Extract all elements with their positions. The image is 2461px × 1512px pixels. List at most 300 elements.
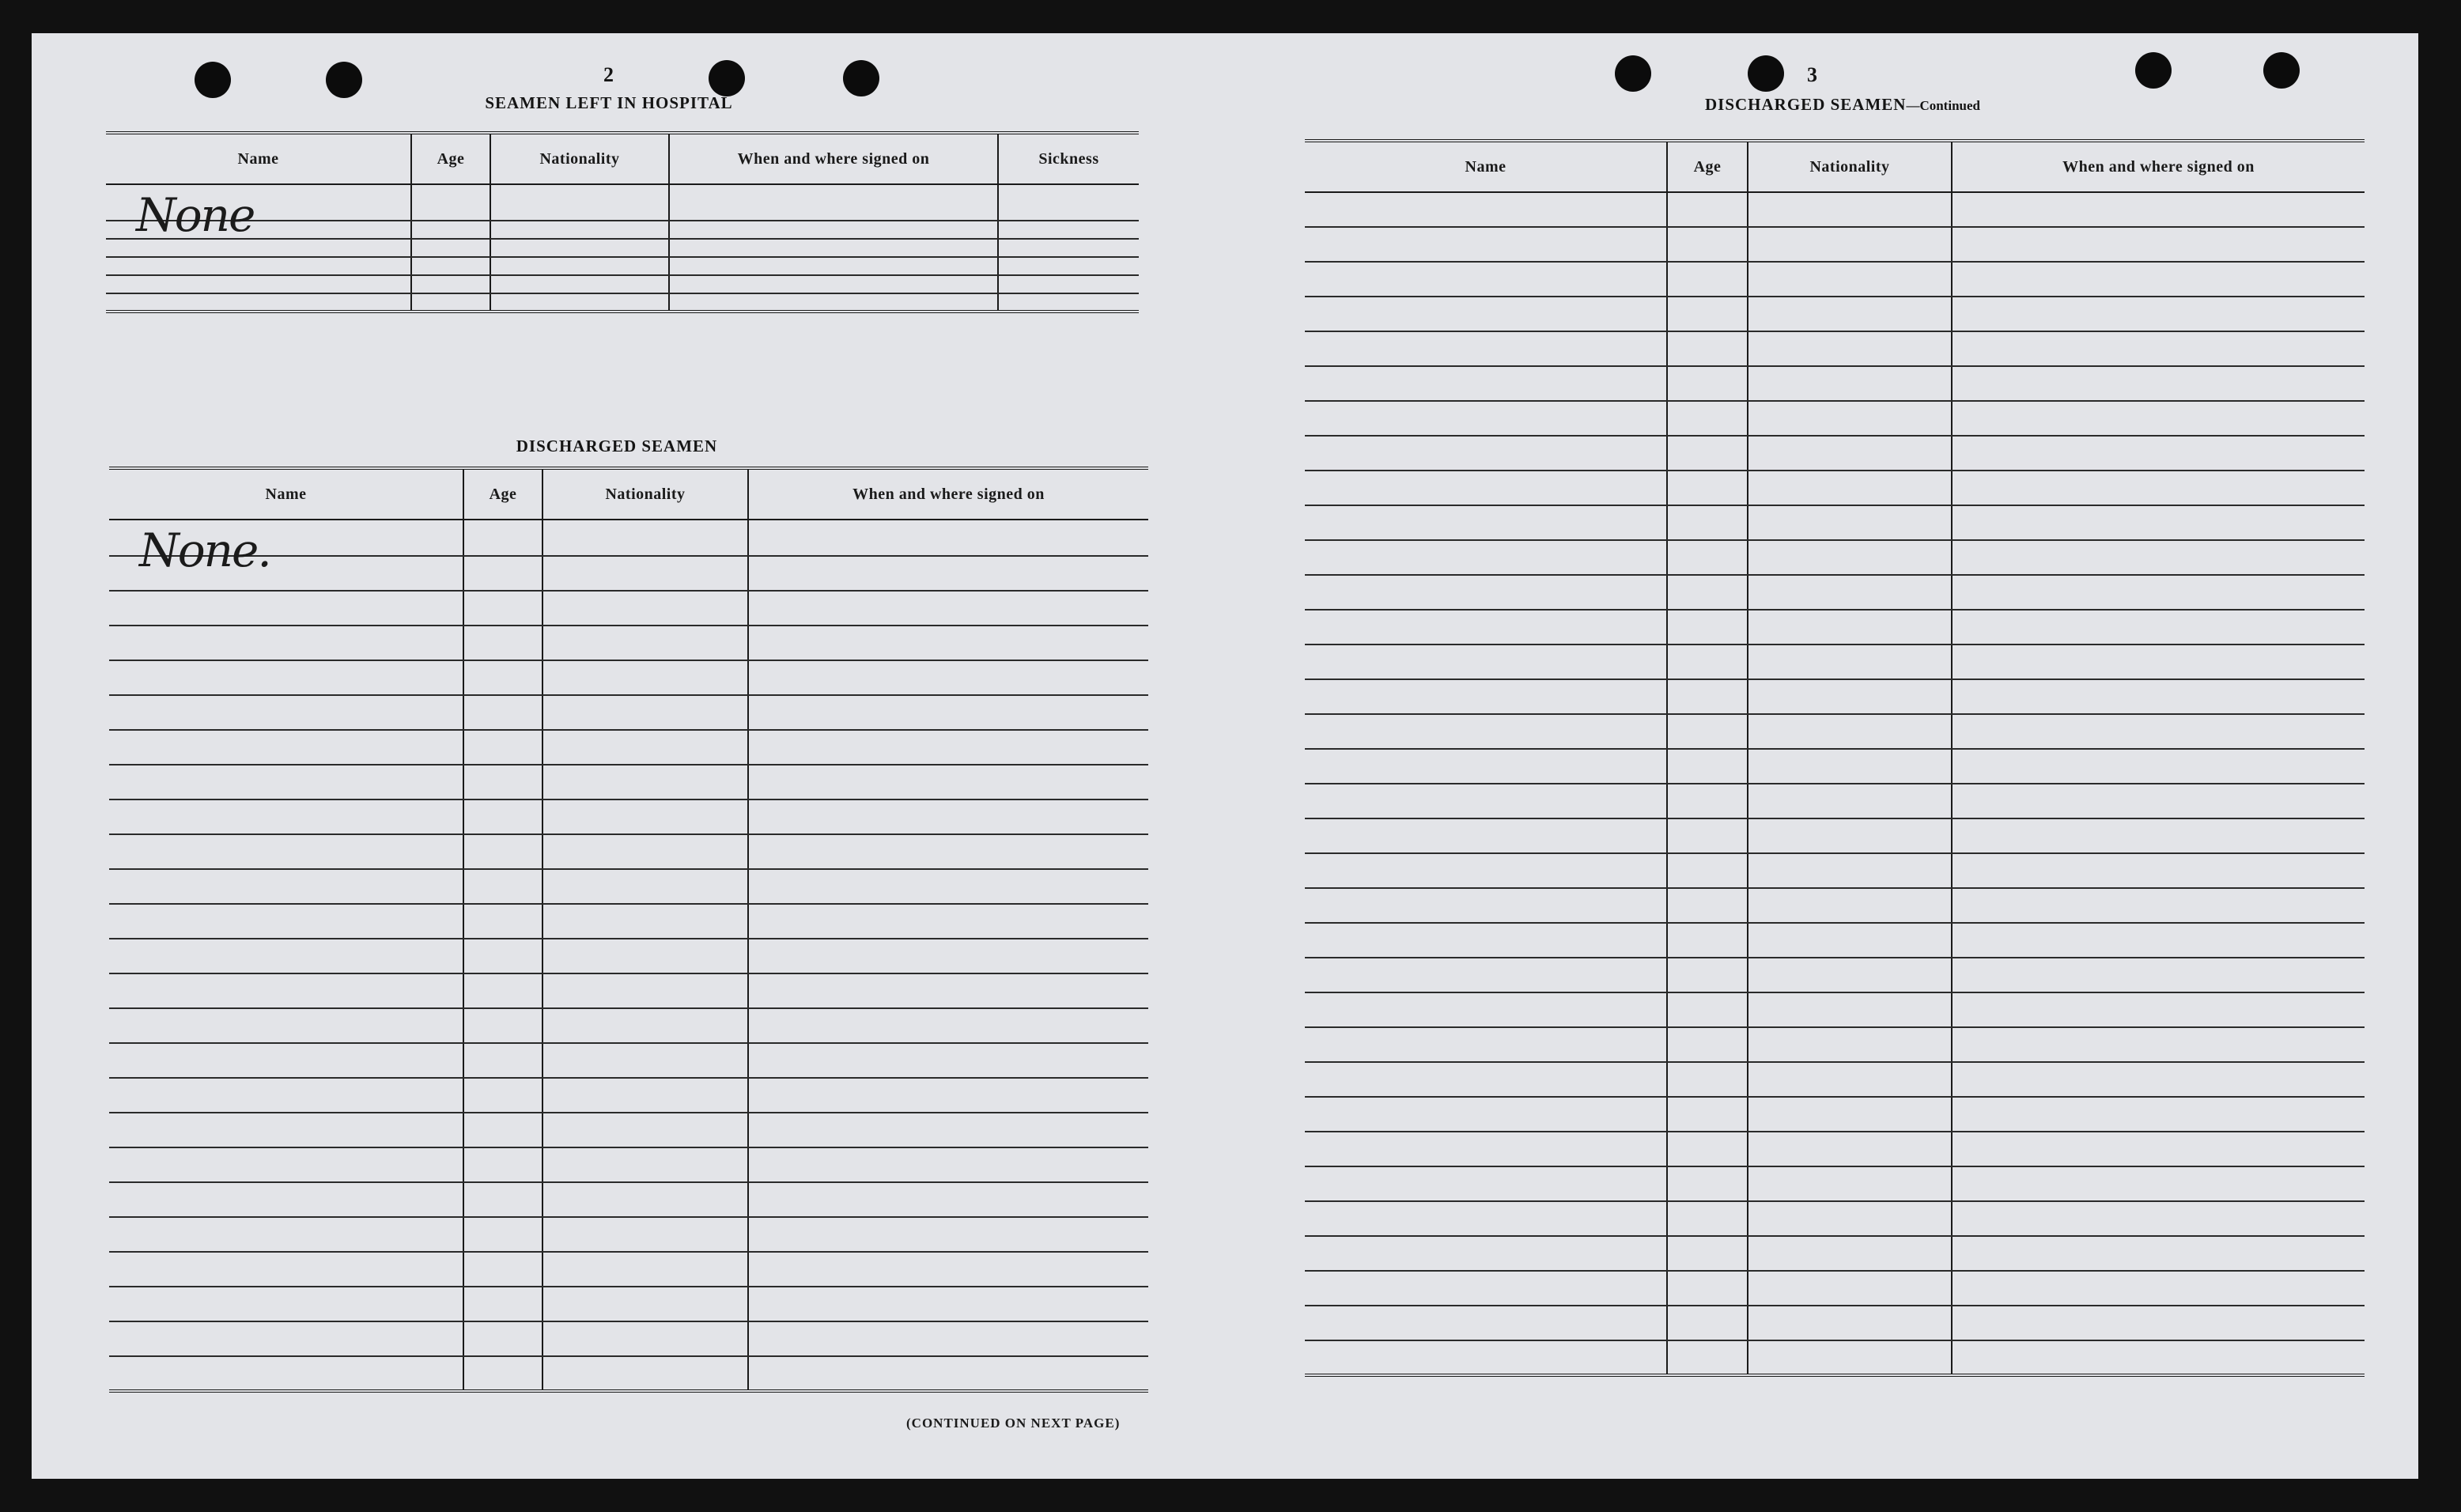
table-cell: [1748, 1306, 1952, 1340]
table-cell: [1952, 1340, 2365, 1375]
table-cell: [1952, 192, 2365, 227]
table-cell: [1952, 1097, 2365, 1132]
table-cell: [748, 1078, 1148, 1113]
punch-hole: [326, 62, 362, 98]
table-cell: [1305, 1062, 1667, 1097]
table-cell: [1748, 192, 1952, 227]
table-cell: [1305, 853, 1667, 888]
table-cell: [748, 939, 1148, 973]
table-cell: [463, 939, 542, 973]
table-cell: [1667, 1062, 1748, 1097]
right-page-title-main: DISCHARGED SEAMEN: [1705, 95, 1907, 114]
table-cell: [1952, 331, 2365, 366]
table-cell: [1748, 888, 1952, 923]
handwritten-entry: None.: [139, 524, 270, 577]
table-cell: [109, 660, 463, 695]
table-row: [109, 1252, 1148, 1287]
table-cell: [109, 626, 463, 660]
table-cell: [1952, 575, 2365, 610]
table-cell: [1667, 401, 1748, 436]
table-row: [1305, 505, 2365, 540]
table-cell: [1748, 923, 1952, 958]
table-row: [1305, 888, 2365, 923]
table-cell: [109, 1356, 463, 1391]
table-cell: [542, 1113, 748, 1147]
table-cell: [1667, 1236, 1748, 1271]
table-cell: [542, 1078, 748, 1113]
discharged-header-row: [109, 468, 1148, 520]
table-row: [1305, 1062, 2365, 1097]
table-cell: [542, 730, 748, 765]
table-cell: [1667, 227, 1748, 262]
table-row: [109, 1078, 1148, 1113]
table-cell: [1952, 679, 2365, 714]
table-cell: [1305, 784, 1667, 818]
table-cell: [748, 1113, 1148, 1147]
table-cell: [542, 1321, 748, 1356]
table-cell: [1952, 1027, 2365, 1062]
table-cell: [669, 221, 998, 239]
table-cell: [998, 275, 1139, 293]
table-cell: [1305, 540, 1667, 575]
column-header-nationality: Nationality: [490, 133, 669, 184]
table-cell: [542, 1217, 748, 1252]
column-header-nationality: Nationality: [1748, 141, 1952, 192]
table-cell: [463, 1321, 542, 1356]
table-cell: [542, 1287, 748, 1321]
table-cell: [1748, 1201, 1952, 1236]
table-cell: [1667, 610, 1748, 644]
table-cell: [1667, 818, 1748, 853]
table-cell: [1305, 436, 1667, 471]
table-cell: [1952, 958, 2365, 992]
table-cell: [109, 1043, 463, 1078]
table-cell: [542, 1252, 748, 1287]
column-header-when-where: When and where signed on: [748, 468, 1148, 520]
table-cell: [542, 1147, 748, 1182]
table-cell: [1667, 888, 1748, 923]
right-page-title: [1597, 95, 2088, 115]
table-cell: [1748, 1236, 1952, 1271]
table-row: [1305, 1097, 2365, 1132]
table-cell: [109, 1252, 463, 1287]
table-cell: [748, 1147, 1148, 1182]
table-row: [106, 184, 1139, 221]
table-row: [1305, 297, 2365, 331]
table-cell: [1305, 923, 1667, 958]
table-cell: [1667, 1306, 1748, 1340]
table-cell: [1952, 992, 2365, 1027]
table-cell: [1305, 1166, 1667, 1201]
column-header-when-where: When and where signed on: [669, 133, 998, 184]
table-cell: [109, 1217, 463, 1252]
table-cell: [1305, 1201, 1667, 1236]
table-row: [109, 869, 1148, 904]
table-cell: [109, 765, 463, 799]
table-cell: [1952, 1306, 2365, 1340]
table-cell: [411, 239, 490, 257]
table-cell: [109, 1287, 463, 1321]
table-cell: [463, 591, 542, 626]
table-row: [1305, 1027, 2365, 1062]
table-row: [1305, 575, 2365, 610]
table-cell: [1748, 1097, 1952, 1132]
table-cell: [463, 1182, 542, 1217]
table-cell: [748, 556, 1148, 591]
table-cell: [542, 695, 748, 730]
table-cell: [463, 904, 542, 939]
table-cell: [748, 1182, 1148, 1217]
table-row: [1305, 1340, 2365, 1375]
table-cell: [1667, 366, 1748, 401]
table-cell: [1305, 714, 1667, 749]
punch-hole: [843, 60, 879, 96]
table-cell: [1748, 227, 1952, 262]
table-cell: [1952, 1062, 2365, 1097]
table-cell: [1748, 1027, 1952, 1062]
table-cell: [463, 730, 542, 765]
table-cell: [1748, 401, 1952, 436]
column-header-sickness: Sickness: [998, 133, 1139, 184]
table-cell: [106, 239, 411, 257]
table-cell: [1305, 749, 1667, 784]
table-row: [1305, 610, 2365, 644]
table-cell: [1305, 1271, 1667, 1306]
table-cell: [542, 660, 748, 695]
table-cell: [669, 293, 998, 312]
table-cell: [1667, 575, 1748, 610]
table-cell: [1667, 714, 1748, 749]
table-row: [1305, 366, 2365, 401]
table-cell: [669, 275, 998, 293]
table-cell: [748, 869, 1148, 904]
table-cell: [542, 1356, 748, 1391]
table-cell: [411, 275, 490, 293]
table-cell: [1305, 471, 1667, 505]
table-cell: [669, 239, 998, 257]
table-cell: [1305, 1306, 1667, 1340]
table-cell: [748, 1008, 1148, 1043]
table-row: [1305, 436, 2365, 471]
table-cell: [542, 869, 748, 904]
table-cell: [1748, 505, 1952, 540]
table-cell: [1667, 923, 1748, 958]
table-cell: [1667, 749, 1748, 784]
discharged-continued-table: [1305, 139, 2365, 1377]
hospital-table-body: [106, 184, 1139, 312]
column-header-nationality: Nationality: [542, 468, 748, 520]
table-cell: [463, 1043, 542, 1078]
table-cell: [463, 626, 542, 660]
table-row: [1305, 749, 2365, 784]
table-row: [1305, 401, 2365, 436]
hospital-header-row: [106, 133, 1139, 184]
table-cell: [542, 799, 748, 834]
table-cell: [748, 973, 1148, 1008]
table-cell: [1305, 297, 1667, 331]
table-row: [1305, 818, 2365, 853]
table-cell: [748, 1217, 1148, 1252]
table-cell: [1952, 471, 2365, 505]
table-cell: [1667, 992, 1748, 1027]
table-cell: [1305, 575, 1667, 610]
table-row: [1305, 1271, 2365, 1306]
punch-hole: [1748, 55, 1784, 92]
table-cell: [1667, 1166, 1748, 1201]
table-cell: [1952, 749, 2365, 784]
table-cell: [490, 257, 669, 275]
table-cell: [1667, 1132, 1748, 1166]
table-cell: [106, 257, 411, 275]
table-cell: [998, 257, 1139, 275]
table-row: [109, 730, 1148, 765]
column-header-age: Age: [411, 133, 490, 184]
table-cell: [1305, 958, 1667, 992]
table-cell: [1748, 366, 1952, 401]
table-row: [1305, 227, 2365, 262]
table-cell: [1952, 784, 2365, 818]
table-cell: [542, 939, 748, 973]
table-cell: [106, 221, 411, 239]
table-cell: [542, 1008, 748, 1043]
table-cell: [1952, 1166, 2365, 1201]
table-cell: [1952, 818, 2365, 853]
left-page-number: 2: [603, 63, 614, 86]
table-cell: [1748, 1340, 1952, 1375]
table-cell: [1952, 436, 2365, 471]
table-row: [1305, 644, 2365, 679]
table-row: [109, 904, 1148, 939]
table-cell: [542, 591, 748, 626]
column-header-name: Name: [109, 468, 463, 520]
continued-header-row: [1305, 141, 2365, 192]
table-cell: [109, 1113, 463, 1147]
table-cell: [748, 799, 1148, 834]
table-cell: [748, 904, 1148, 939]
table-row: [1305, 1166, 2365, 1201]
table-row: [109, 591, 1148, 626]
table-cell: [1748, 1166, 1952, 1201]
table-cell: [1305, 331, 1667, 366]
table-cell: [542, 626, 748, 660]
table-cell: [1952, 888, 2365, 923]
table-cell: [463, 1147, 542, 1182]
table-cell: [1952, 644, 2365, 679]
table-cell: [748, 1043, 1148, 1078]
table-cell: [109, 973, 463, 1008]
table-cell: [463, 869, 542, 904]
table-cell: [1305, 1027, 1667, 1062]
table-cell: [109, 1078, 463, 1113]
table-cell: [1748, 818, 1952, 853]
table-cell: [109, 1321, 463, 1356]
table-cell: [1667, 784, 1748, 818]
table-row: [1305, 331, 2365, 366]
table-cell: [1305, 1132, 1667, 1166]
table-cell: [1748, 644, 1952, 679]
table-cell: [411, 257, 490, 275]
name-cell: [106, 184, 411, 242]
table-row: [1305, 262, 2365, 297]
table-cell: [1748, 749, 1952, 784]
table-cell: [109, 904, 463, 939]
table-cell: [1305, 888, 1667, 923]
table-row: [106, 257, 1139, 275]
table-cell: [748, 765, 1148, 799]
table-row: [109, 556, 1148, 591]
table-cell: [1952, 262, 2365, 297]
table-cell: [542, 765, 748, 799]
table-cell: [109, 869, 463, 904]
hospital-table: [106, 131, 1139, 313]
table-cell: [1748, 853, 1952, 888]
table-cell: [463, 556, 542, 591]
table-cell: [748, 660, 1148, 695]
table-cell: [463, 1356, 542, 1391]
table-cell: [1952, 505, 2365, 540]
table-row: [106, 239, 1139, 257]
table-row: [1305, 714, 2365, 749]
handwritten-entry: None: [136, 188, 255, 242]
table-cell: [1667, 505, 1748, 540]
table-cell: [1748, 992, 1952, 1027]
table-cell: [1952, 1271, 2365, 1306]
table-row: [1305, 1306, 2365, 1340]
table-row: [1305, 1201, 2365, 1236]
table-row: [1305, 192, 2365, 227]
table-cell: [1667, 297, 1748, 331]
table-row: [1305, 853, 2365, 888]
table-cell: [1305, 401, 1667, 436]
table-row: [109, 660, 1148, 695]
table-cell: [998, 293, 1139, 312]
table-cell: [109, 1147, 463, 1182]
table-cell: [1667, 853, 1748, 888]
table-row: [1305, 1132, 2365, 1166]
table-row: [109, 973, 1148, 1008]
table-cell: [463, 695, 542, 730]
continued-table-body: [1305, 192, 2365, 1375]
table-cell: [542, 556, 748, 591]
column-header-when-where: When and where signed on: [1952, 141, 2365, 192]
table-row: [1305, 1236, 2365, 1271]
table-cell: [463, 1217, 542, 1252]
table-cell: [463, 799, 542, 834]
table-cell: [1952, 1132, 2365, 1166]
table-cell: [1667, 1097, 1748, 1132]
table-cell: [748, 1321, 1148, 1356]
table-row: [1305, 784, 2365, 818]
continued-footer: (CONTINUED ON NEXT PAGE): [906, 1416, 1121, 1431]
table-cell: [1952, 1236, 2365, 1271]
column-header-age: Age: [463, 468, 542, 520]
discharged-table-body: [109, 520, 1148, 1391]
table-cell: [490, 221, 669, 239]
table-cell: [748, 626, 1148, 660]
punch-hole: [195, 62, 231, 98]
table-cell: [1305, 262, 1667, 297]
punch-hole: [709, 60, 745, 96]
table-row: [109, 939, 1148, 973]
table-cell: [463, 834, 542, 869]
table-cell: [463, 1252, 542, 1287]
table-cell: [463, 973, 542, 1008]
table-cell: [1952, 610, 2365, 644]
table-row: [109, 1147, 1148, 1182]
table-cell: [463, 1113, 542, 1147]
table-cell: [1305, 818, 1667, 853]
table-cell: [1305, 644, 1667, 679]
column-header-age: Age: [1667, 141, 1748, 192]
table-cell: [490, 275, 669, 293]
table-cell: [1952, 540, 2365, 575]
table-cell: [1667, 1201, 1748, 1236]
table-cell: [1667, 1340, 1748, 1375]
table-cell: [1952, 401, 2365, 436]
table-cell: [109, 1182, 463, 1217]
table-cell: [1667, 644, 1748, 679]
table-cell: [490, 293, 669, 312]
table-cell: [1952, 853, 2365, 888]
table-cell: [1748, 575, 1952, 610]
table-cell: [1748, 540, 1952, 575]
name-cell: [109, 520, 463, 577]
table-cell: [998, 221, 1139, 239]
ledger-sheet: [32, 33, 2418, 1479]
table-cell: [1667, 436, 1748, 471]
table-row: [106, 221, 1139, 239]
table-row: [109, 695, 1148, 730]
table-cell: [1748, 958, 1952, 992]
table-cell: [1305, 679, 1667, 714]
column-header-name: Name: [1305, 141, 1667, 192]
table-cell: [109, 939, 463, 973]
discharged-section-title: DISCHARGED SEAMEN: [516, 437, 718, 455]
table-cell: [109, 1008, 463, 1043]
table-cell: [1667, 192, 1748, 227]
table-row: [1305, 923, 2365, 958]
table-cell: [1748, 1062, 1952, 1097]
table-cell: [1667, 1271, 1748, 1306]
table-row: [1305, 540, 2365, 575]
table-cell: [463, 1078, 542, 1113]
table-cell: [106, 275, 411, 293]
table-cell: [542, 973, 748, 1008]
table-cell: [1952, 1201, 2365, 1236]
table-cell: [109, 730, 463, 765]
table-row: [109, 1321, 1148, 1356]
table-cell: [1667, 540, 1748, 575]
punch-hole: [2263, 52, 2300, 89]
table-row: [106, 293, 1139, 312]
table-row: [109, 1182, 1148, 1217]
table-row: [109, 834, 1148, 869]
table-cell: [998, 239, 1139, 257]
table-cell: [1952, 297, 2365, 331]
table-cell: [748, 730, 1148, 765]
table-cell: [1305, 366, 1667, 401]
table-cell: [542, 834, 748, 869]
right-page-title-suffix: —Continued: [1906, 98, 1980, 113]
table-cell: [748, 1252, 1148, 1287]
discharged-table: [109, 467, 1148, 1393]
table-row: [109, 1287, 1148, 1321]
table-cell: [748, 1287, 1148, 1321]
table-row: [1305, 679, 2365, 714]
table-cell: [106, 293, 411, 312]
table-cell: [109, 695, 463, 730]
table-cell: [463, 660, 542, 695]
